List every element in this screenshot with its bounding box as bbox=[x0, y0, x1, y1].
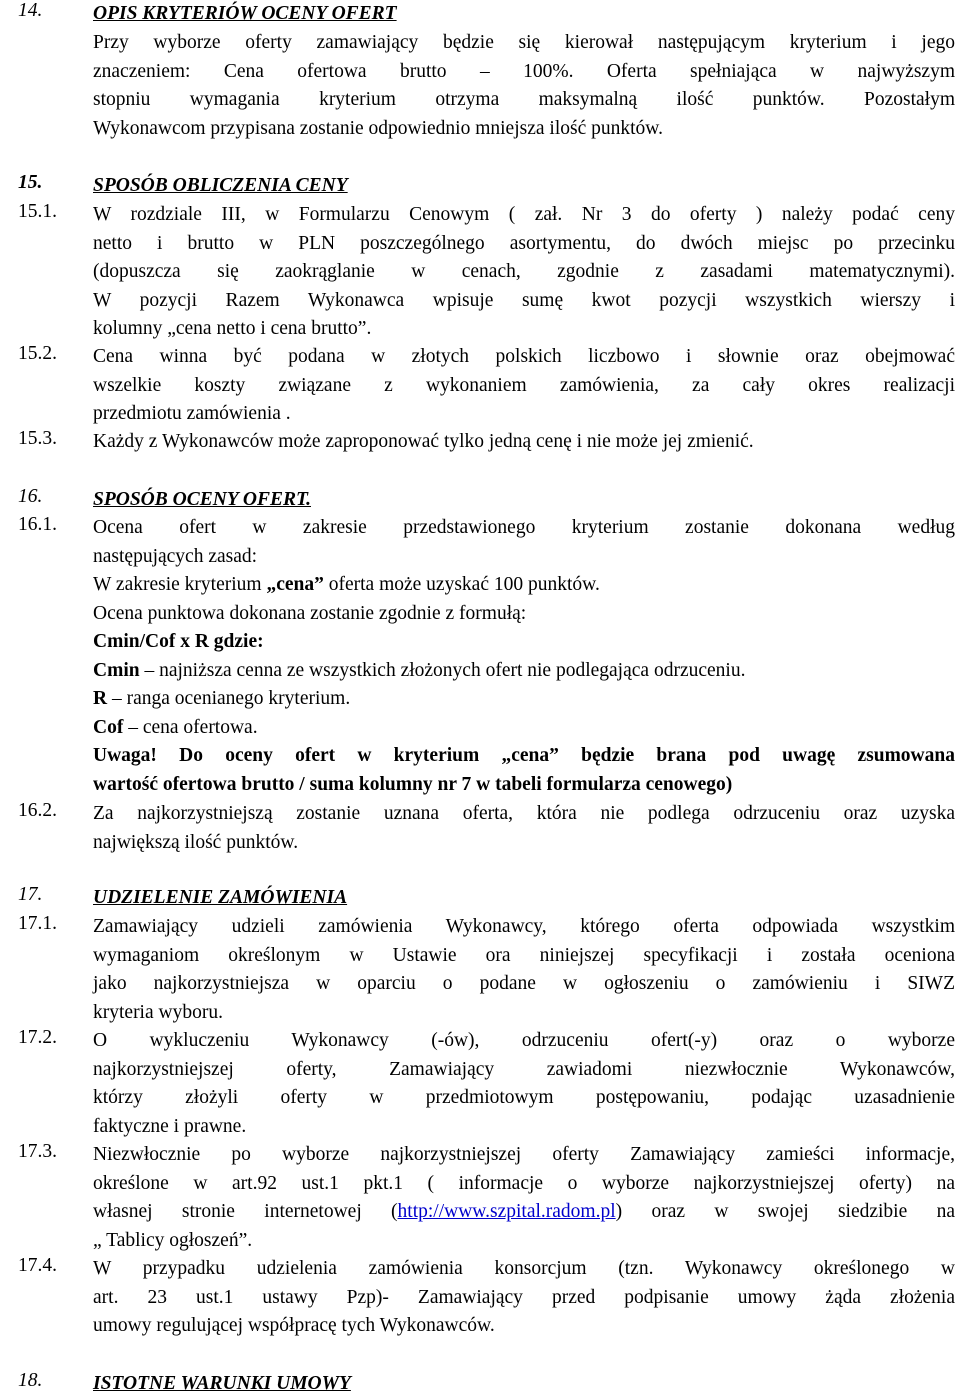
text-line: Przy wyborze oferty zamawiający będzie się kierował następującym kryterium i jego bbox=[93, 32, 955, 53]
text-line: netto i brutto w PLN poszczególnego asortymentu, do dwóch miejsc po przecinku bbox=[93, 232, 955, 254]
section-title: SPOSÓB OCENY OFERT. bbox=[93, 489, 311, 510]
section-title: OPIS KRYTERIÓW OCENY OFERT bbox=[93, 3, 397, 24]
text-line: najkorzystniejszej oferty, Zamawiający zawiadomi niezwłocznie Wykonawców, bbox=[93, 1058, 955, 1080]
text-line: własnej stronie internetowej (http://www.szpital.radom.pl) oraz w swojej siedzibie na bbox=[93, 1201, 955, 1222]
formula-def-cmin: Cmin – najniższa cenna ze wszystkich złożonych ofert nie podlegająca odrzuceniu. bbox=[93, 659, 746, 681]
text-line: W rozdziale III, w Formularzu Cenowym ( zał. Nr 3 do oferty ) należy podać ceny bbox=[93, 204, 955, 225]
text-line: Cena winna być podana w złotych polskich liczbowo i słownie oraz obejmować bbox=[93, 346, 955, 367]
text-line: Wykonawcom przypisana zostanie odpowiednio mniejsza ilość punktów. bbox=[93, 117, 663, 139]
text-line: największą ilość punktów. bbox=[93, 831, 299, 853]
text-line: W pozycji Razem Wykonawca wpisuje sumę kwot pozycji wszystkich wierszy i bbox=[93, 289, 955, 311]
text-line: następujących zasad: bbox=[93, 545, 258, 567]
paragraph-number: 15.2. bbox=[18, 343, 57, 364]
text-line: kryteria wyboru. bbox=[93, 1001, 223, 1023]
text-line: Ocena ofert w zakresie przedstawionego kryterium zostanie dokonana według bbox=[93, 517, 955, 538]
text-line: W zakresie kryterium „cena” oferta może uzyskać 100 punktów. bbox=[93, 574, 600, 595]
criterion-name: „cena” bbox=[266, 574, 324, 595]
text-line: kolumny „cena netto i cena brutto”. bbox=[93, 318, 372, 339]
text-line: Niezwłocznie po wyborze najkorzystniejszej oferty Zamawiający zamieści informacje, bbox=[93, 1144, 955, 1165]
formula: Cmin/Cof x R gdzie: bbox=[93, 631, 264, 652]
section-number: 18. bbox=[18, 1370, 43, 1391]
text-line: (dopuszcza się zaokrąglanie w cenach, zgodnie z zasadami matematycznymi). bbox=[93, 261, 955, 282]
formula-def-cof: Cof – cena ofertowa. bbox=[93, 716, 258, 738]
text-line: którzy złożyli oferty w przedmiotowym postępowaniu, podając uzasadnienie bbox=[93, 1087, 955, 1108]
text-line: Każdy z Wykonawców może zaproponować tylko jedną cenę i nie może jej zmienić. bbox=[93, 431, 754, 452]
formula-def-r: R – ranga ocenianego kryterium. bbox=[93, 688, 351, 709]
note-line: wartość ofertowa brutto / suma kolumny nr 7 w tabeli formularza cenowego) bbox=[93, 773, 733, 795]
hospital-website-link[interactable]: http://www.szpital.radom.pl bbox=[397, 1201, 616, 1222]
section-number: 15. bbox=[18, 172, 43, 193]
text-line: faktyczne i prawne. bbox=[93, 1115, 247, 1137]
section-number: 16. bbox=[18, 486, 43, 507]
paragraph-number: 17.4. bbox=[18, 1255, 57, 1276]
text-line: art. 23 ust.1 ustawy Pzp)- Zamawiający przed podpisanie umowy żąda złożenia bbox=[93, 1286, 955, 1308]
text-line: jako najkorzystniejsza w oparciu o podane w ogłoszeniu o zamówieniu i SIWZ bbox=[93, 973, 955, 994]
paragraph-number: 15.1. bbox=[18, 201, 57, 222]
paragraph-number: 15.3. bbox=[18, 428, 57, 449]
text-line: umowy regulującej współpracę tych Wykonawców. bbox=[93, 1315, 495, 1336]
text-line: Ocena punktowa dokonana zostanie zgodnie z formułą: bbox=[93, 602, 527, 624]
paragraph-number: 16.2. bbox=[18, 800, 57, 821]
section-number: 17. bbox=[18, 884, 43, 905]
section-title: SPOSÓB OBLICZENIA CENY bbox=[93, 175, 348, 196]
text-line: wymaganiom określonym w Ustawie ora niniejszej specyfikacji i została oceniona bbox=[93, 944, 955, 966]
section-title: ISTOTNE WARUNKI UMOWY bbox=[93, 1373, 351, 1394]
section-number: 14. bbox=[18, 0, 43, 21]
text-line: „ Tablicy ogłoszeń”. bbox=[93, 1229, 253, 1251]
text-line: Za najkorzystniejszą zostanie uznana oferta, która nie podlega odrzuceniu oraz uzyska bbox=[93, 803, 955, 824]
paragraph-number: 17.3. bbox=[18, 1141, 57, 1162]
text-line: określone w art.92 ust.1 pkt.1 ( informacje o wyborze najkorzystniejszej oferty) na bbox=[93, 1172, 955, 1194]
text-line: Zamawiający udzieli zamówienia Wykonawcy, którego oferta odpowiada wszystkim bbox=[93, 916, 955, 937]
text-line: wszelkie koszty związane z wykonaniem zamówienia, za cały okres realizacji bbox=[93, 374, 955, 396]
paragraph-number: 17.2. bbox=[18, 1027, 57, 1048]
paragraph-number: 17.1. bbox=[18, 913, 57, 934]
text-line: stopniu wymagania kryterium otrzyma maksymalną ilość punktów. Pozostałym bbox=[93, 89, 955, 110]
note-line: Uwaga! Do oceny ofert w kryterium „cena” będzie brana pod uwagę zsumowana bbox=[93, 745, 955, 766]
section-title: UDZIELENIE ZAMÓWIENIA bbox=[93, 887, 348, 908]
text-line: przedmiotu zamówienia . bbox=[93, 403, 291, 424]
text-line: W przypadku udzielenia zamówienia konsorcjum (tzn. Wykonawcy określonego w bbox=[93, 1258, 955, 1279]
text-line: O wykluczeniu Wykonawcy (-ów), odrzuceniu ofert(-y) oraz o wyborze bbox=[93, 1030, 955, 1051]
paragraph-number: 16.1. bbox=[18, 514, 57, 535]
text-line: znaczeniem: Cena ofertowa brutto – 100%. Oferta spełniająca w najwyższym bbox=[93, 60, 955, 82]
